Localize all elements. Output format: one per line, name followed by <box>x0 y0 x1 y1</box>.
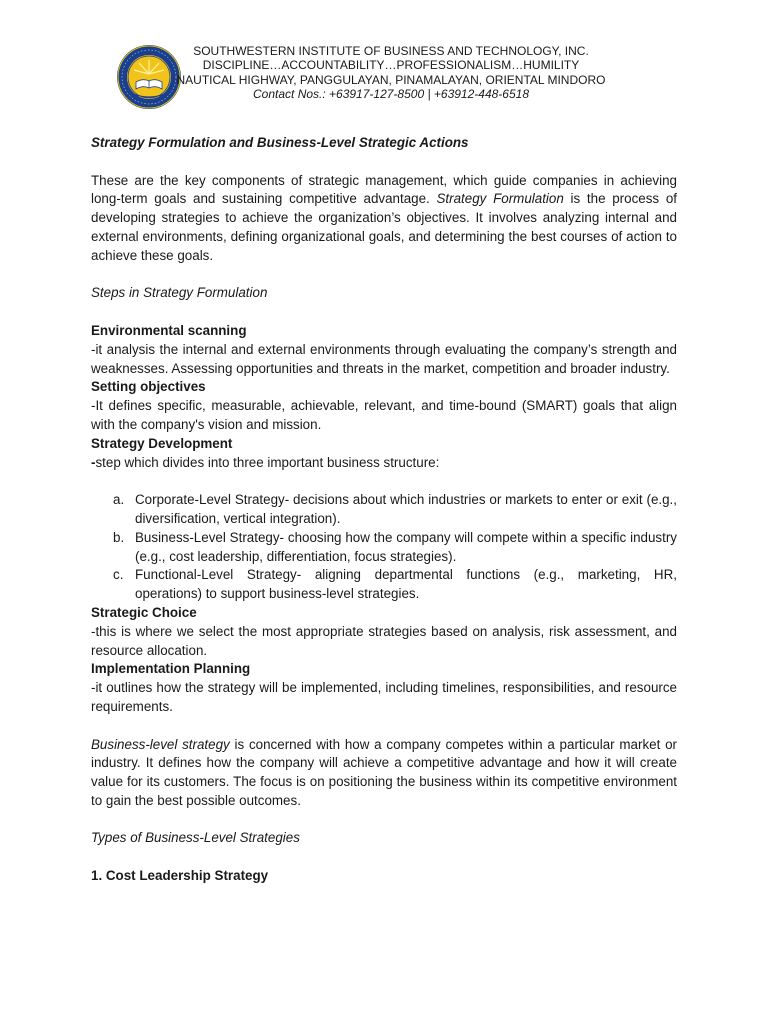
intro-paragraph: These are the key components of strategic management, which guide companies in achieving long-term goals and sustaining competitive advantage. Strategy Formulation is the process of developing strategies to achieve the organization’s objectives. It involves analyzing internal and external environments, defining organizational goals, and determining the best courses of action to achieve these goals. <box>91 172 677 263</box>
strategic-choice-heading: Strategic Choice <box>91 604 197 620</box>
cost-leadership-heading: 1. Cost Leadership Strategy <box>91 868 269 884</box>
list-item: a. Corporate-Level Strategy- decisions about which industries or markets to enter or exit (e.g., diversification, vertical integration). <box>113 492 677 526</box>
document-title: Strategy Formulation and Business-Level Strategic Actions <box>91 135 469 150</box>
institution-seal-icon <box>116 44 182 110</box>
business-level-paragraph: Business-level strategy is concerned with how a company competes within a particular market or industry. It defines how the company will achieve a competitive advantage and how it will create value for its customers. The focus is on positioning the business within its competitive environment to gain the best possible outcomes. <box>91 736 678 808</box>
types-heading: Types of Business-Level Strategies <box>91 830 300 846</box>
strategy-development-text: -step which divides into three important business structure: <box>91 454 440 470</box>
institution-motto: DISCIPLINE…ACCOUNTABILITY…PROFESSIONALISM…HUMILITY <box>202 58 580 73</box>
list-item: c. Functional-Level Strategy- aligning departmental functions (e.g., marketing, HR, operations) to support business-level strategies. <box>113 567 677 602</box>
institution-name: SOUTHWESTERN INSTITUTE OF BUSINESS AND TECHNOLOGY, INC. <box>193 44 589 58</box>
implementation-planning-heading: Implementation Planning <box>91 661 251 677</box>
letterhead <box>112 40 712 110</box>
strategic-choice-text: -this is where we select the most appropriate strategies based on analysis, risk assessment, and resource allocation. <box>91 623 677 658</box>
strategy-development-heading: Strategy Development <box>91 435 233 451</box>
institution-address: NAUTICAL HIGHWAY, PANGGULAYAN, PINAMALAYAN, ORIENTAL MINDORO <box>176 72 606 87</box>
env-scanning-heading: Environmental scanning <box>91 322 247 338</box>
document-body <box>91 134 677 886</box>
letterhead-text <box>176 44 606 102</box>
list-item: b. Business-Level Strategy- choosing how the company will compete within a specific industry (e.g., cost leadership, differentiation, focus strategies). <box>113 529 677 564</box>
institution-contacts: Contact Nos.: +63917-127-8500 | +63912-448-6518 <box>253 87 529 102</box>
env-scanning-text: -it analysis the internal and external environments through evaluating the company’s strength and weaknesses. Assessing opportunities and threats in the market, competition and broader industry. <box>91 341 677 376</box>
setting-objectives-text: -It defines specific, measurable, achievable, relevant, and time-bound (SMART) goals that align with the company's vision and mission. <box>91 398 677 432</box>
setting-objectives-heading: Setting objectives <box>91 379 206 395</box>
steps-heading: Steps in Strategy Formulation <box>91 285 268 301</box>
strategy-levels-list <box>91 491 677 604</box>
implementation-planning-text: -it outlines how the strategy will be implemented, including timelines, responsibilities, and resource requirements. <box>91 680 677 714</box>
